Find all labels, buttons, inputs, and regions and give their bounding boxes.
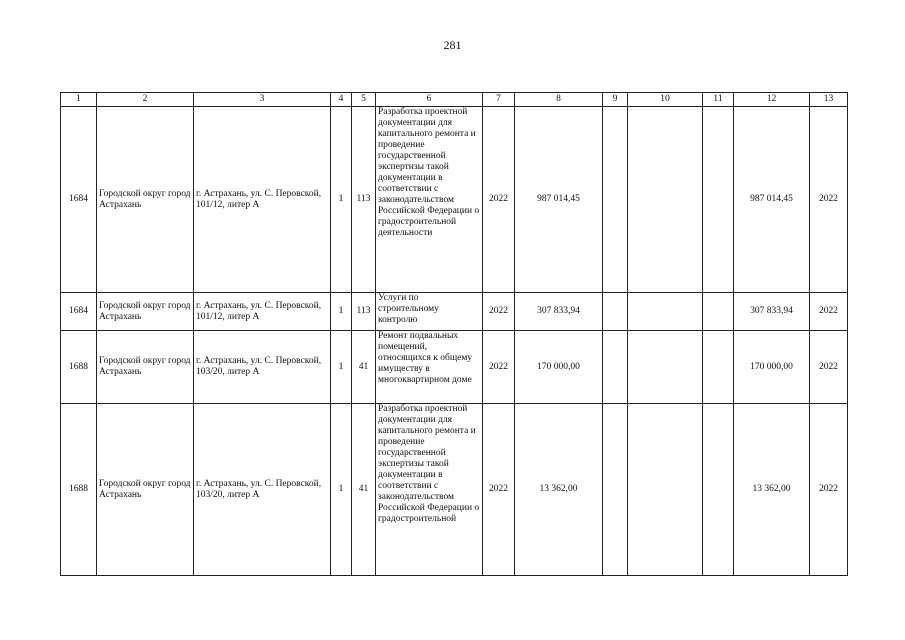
col-header: 11 [703,93,734,107]
table-row [61,331,848,404]
col-header: 1 [61,93,97,107]
col-header: 12 [734,93,810,107]
col12-cell: 307 833,94 [734,293,810,331]
col10-cell [628,293,703,331]
col-header: 13 [810,93,848,107]
repair-register-table [60,92,848,576]
total-cost-cell: 987 014,45 [515,107,603,293]
col4-cell: 1 [331,404,352,576]
col10-cell [628,331,703,404]
col-header: 9 [603,93,628,107]
col-header: 2 [97,93,194,107]
col13-cell: 2022 [810,293,848,331]
work-type-text: Разработка проектной документации для капитального ремонта и проведение государственной экспертизы такой документации в соответствии с законодательством Российской Федерации о градостроительной [378,404,480,524]
address-cell: г. Астрахань, ул. С. Перовской, 103/20, литер А [194,404,331,576]
col5-cell: 113 [352,293,376,331]
municipality-cell: Городской округ город Астрахань [97,331,194,404]
address-cell: г. Астрахань, ул. С. Перовской, 101/12, литер А [194,293,331,331]
year-cell: 2022 [483,107,515,293]
municipality-cell: Городской округ город Астрахань [97,293,194,331]
col4-cell: 1 [331,331,352,404]
col11-cell [703,107,734,293]
year-cell: 2022 [483,331,515,404]
col13-cell: 2022 [810,107,848,293]
work-type-cell: Услуги по строительному контролю [376,293,483,331]
col13-cell: 2022 [810,331,848,404]
col9-cell [603,404,628,576]
year-cell: 2022 [483,293,515,331]
total-cost-cell: 13 362,00 [515,404,603,576]
col12-cell: 170 000,00 [734,331,810,404]
col-header: 8 [515,93,603,107]
col11-cell [703,293,734,331]
col10-cell [628,107,703,293]
col-header: 6 [376,93,483,107]
col-header: 7 [483,93,515,107]
row-number: 1688 [61,404,97,576]
row-number: 1684 [61,293,97,331]
table-row [61,293,848,331]
total-cost-cell: 170 000,00 [515,331,603,404]
year-cell: 2022 [483,404,515,576]
table-row [61,107,848,293]
col4-cell: 1 [331,293,352,331]
col11-cell [703,331,734,404]
row-number: 1684 [61,107,97,293]
table-row [61,404,848,576]
address-cell: г. Астрахань, ул. С. Перовской, 103/20, литер А [194,331,331,404]
col4-cell: 1 [331,107,352,293]
header-row [61,93,848,107]
total-cost-cell: 307 833,94 [515,293,603,331]
col-header: 4 [331,93,352,107]
col9-cell [603,331,628,404]
col-header: 3 [194,93,331,107]
col12-cell: 13 362,00 [734,404,810,576]
municipality-cell: Городской округ город Астрахань [97,107,194,293]
page-number: 281 [443,38,462,52]
col5-cell: 41 [352,331,376,404]
row-number: 1688 [61,331,97,404]
address-cell: г. Астрахань, ул. С. Перовской, 101/12, литер А [194,107,331,293]
col10-cell [628,404,703,576]
col-header: 10 [628,93,703,107]
work-type-cell: Ремонт подвальных помещений, относящихся к общему имуществу в многоквартирном доме [376,331,483,404]
col9-cell [603,293,628,331]
col13-cell: 2022 [810,404,848,576]
col5-cell: 113 [352,107,376,293]
col5-cell: 41 [352,404,376,576]
col11-cell [703,404,734,576]
col9-cell [603,107,628,293]
municipality-cell: Городской округ город Астрахань [97,404,194,576]
work-type-cell: Разработка проектной документации для капитального ремонта и проведение государственной экспертизы такой документации в соответствии с законодательством Российской Федерации о градостроительной деятельности [376,107,483,293]
work-type-cell [376,404,483,576]
col12-cell: 987 014,45 [734,107,810,293]
col-header: 5 [352,93,376,107]
